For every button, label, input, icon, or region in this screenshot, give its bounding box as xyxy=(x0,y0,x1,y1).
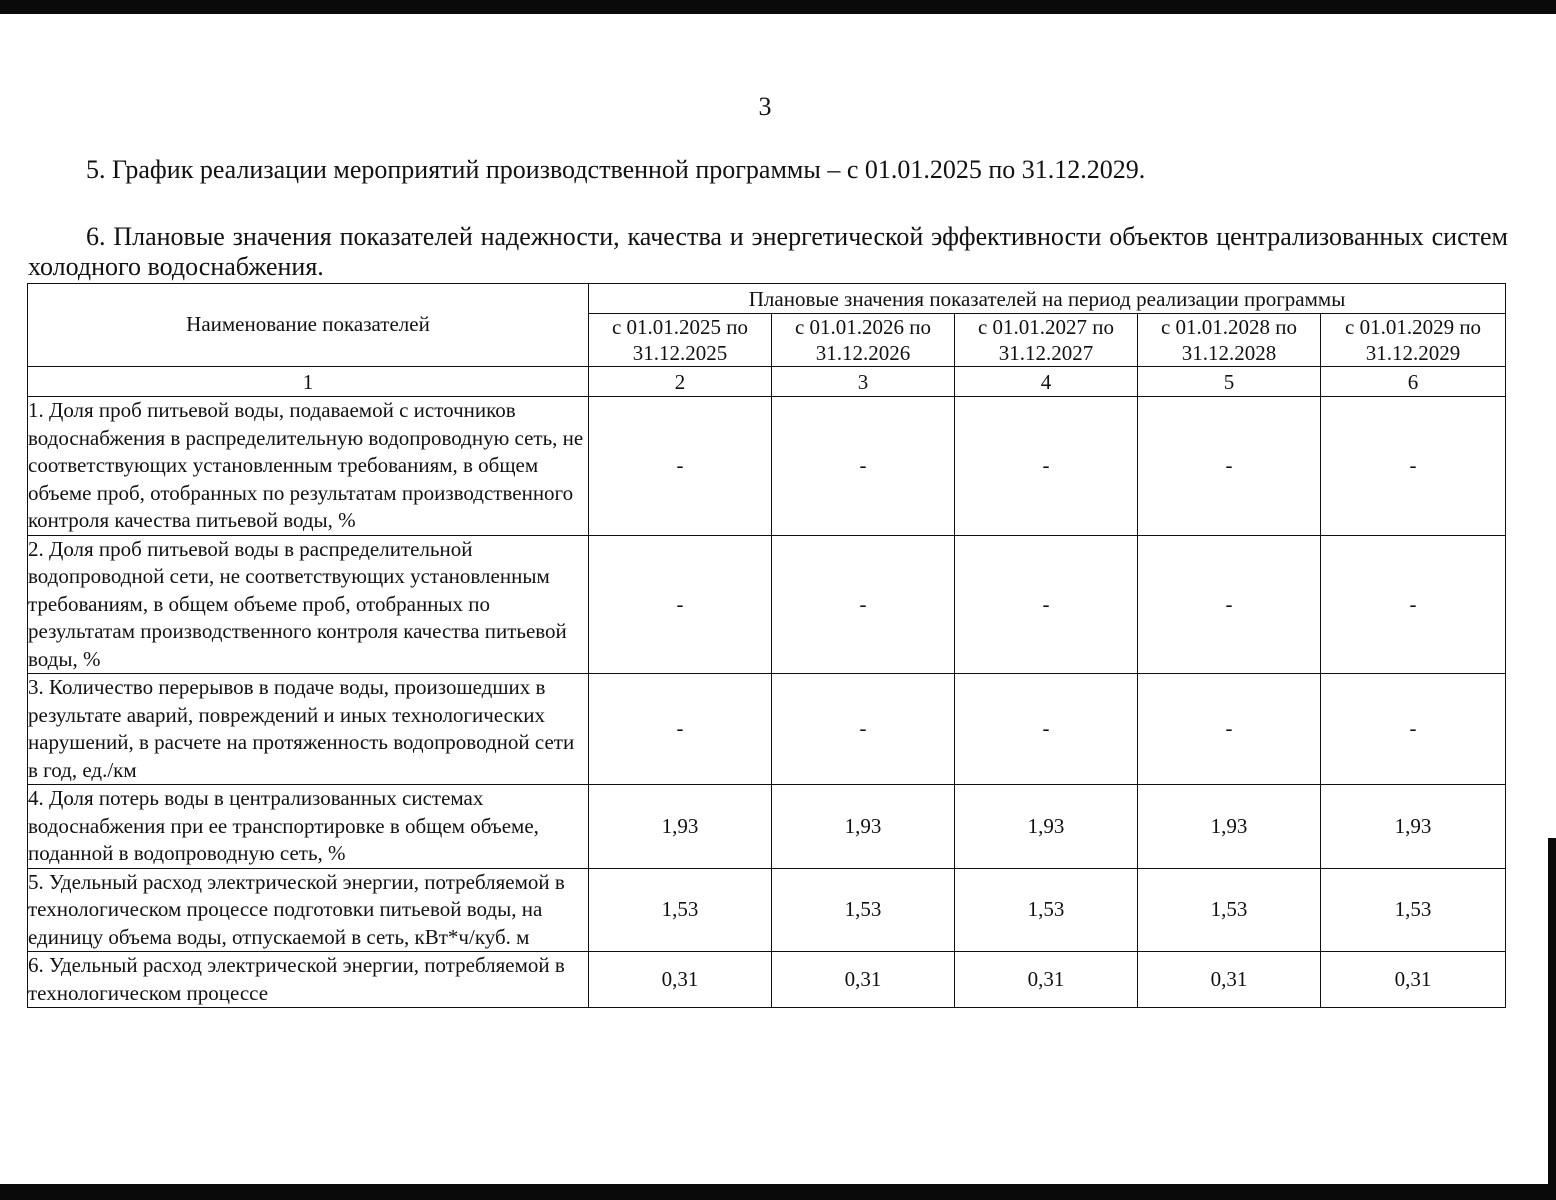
column-number: 4 xyxy=(955,367,1138,397)
indicator-value: 1,53 xyxy=(1321,868,1506,952)
indicator-value: 0,31 xyxy=(1138,952,1321,1008)
column-number: 6 xyxy=(1321,367,1506,397)
indicator-value: 0,31 xyxy=(772,952,955,1008)
indicator-name: 3. Количество перерывов в подаче воды, произошедших в результате аварий, повреждений и иных технологических нарушений, в расчете на протяженность водопроводной сети в год, ед./км xyxy=(28,674,589,785)
table-row xyxy=(28,397,1506,536)
header-planned-values: Плановые значения показателей на период реализации программы xyxy=(589,284,1506,314)
indicator-value: 1,93 xyxy=(955,785,1138,869)
column-number: 3 xyxy=(772,367,955,397)
indicator-value: - xyxy=(589,674,772,785)
indicator-name: 5. Удельный расход электрической энергии, потребляемой в технологическом процессе подготовки питьевой воды, на единицу объема воды, отпускаемой в сеть, кВт*ч/куб. м xyxy=(28,868,589,952)
indicator-value: 0,31 xyxy=(1321,952,1506,1008)
paragraph-schedule: 5. График реализации мероприятий производственной программы – с 01.01.2025 по 31.12.2029. xyxy=(86,155,1146,184)
header-period-2025: с 01.01.2025 по 31.12.2025 xyxy=(589,314,772,367)
header-period-2026: с 01.01.2026 по 31.12.2026 xyxy=(772,314,955,367)
indicator-value: - xyxy=(772,397,955,536)
scan-border-bottom xyxy=(0,1184,1556,1200)
indicator-value: - xyxy=(1138,674,1321,785)
indicator-value: - xyxy=(1138,397,1321,536)
table-row xyxy=(28,868,1506,952)
indicator-value: 1,53 xyxy=(589,868,772,952)
column-number: 2 xyxy=(589,367,772,397)
scan-border-right xyxy=(1548,838,1556,1184)
indicators-table xyxy=(27,283,1506,1008)
indicator-value: - xyxy=(772,674,955,785)
indicator-value: 1,53 xyxy=(955,868,1138,952)
indicator-value: 0,31 xyxy=(589,952,772,1008)
indicator-value: 1,93 xyxy=(772,785,955,869)
column-number: 5 xyxy=(1138,367,1321,397)
indicator-value: 1,53 xyxy=(772,868,955,952)
indicator-value: 1,93 xyxy=(1321,785,1506,869)
paragraph-indicators-intro: 6. Плановые значения показателей надежности, качества и энергетической эффективности объектов централизованных систем холодного водоснабжения. xyxy=(28,222,1508,281)
indicator-value: - xyxy=(772,535,955,674)
indicator-value: 1,93 xyxy=(589,785,772,869)
indicator-name: 4. Доля потерь воды в централизованных системах водоснабжения при ее транспортировке в общем объеме, поданной в водопроводную сеть, % xyxy=(28,785,589,869)
indicator-value: - xyxy=(589,535,772,674)
indicator-value: - xyxy=(1138,535,1321,674)
indicator-value: - xyxy=(1321,674,1506,785)
table-row xyxy=(28,952,1506,1008)
indicator-name: 1. Доля проб питьевой воды, подаваемой с источников водоснабжения в распределительную водопроводную сеть, не соответствующих установленным требованиям, в общем объеме проб, отобранных по результатам производственного контроля качества питьевой воды, % xyxy=(28,397,589,536)
indicator-name: 2. Доля проб питьевой воды в распределительной водопроводной сети, не соответствующих установленным требованиям, в общем объеме проб, отобранных по результатам производственного контроля качества питьевой воды, % xyxy=(28,535,589,674)
indicator-value: 1,93 xyxy=(1138,785,1321,869)
table-row xyxy=(28,785,1506,869)
indicator-value: - xyxy=(1321,535,1506,674)
table-row xyxy=(28,535,1506,674)
page-number: 3 xyxy=(758,92,772,121)
scan-border-top xyxy=(0,0,1556,14)
indicator-value: 1,53 xyxy=(1138,868,1321,952)
header-period-2029: с 01.01.2029 по 31.12.2029 xyxy=(1321,314,1506,367)
indicator-value: 0,31 xyxy=(955,952,1138,1008)
column-number: 1 xyxy=(28,367,589,397)
table-row xyxy=(28,674,1506,785)
header-period-2028: с 01.01.2028 по 31.12.2028 xyxy=(1138,314,1321,367)
column-number-row xyxy=(28,367,1506,397)
indicator-name: 6. Удельный расход электрической энергии, потребляемой в технологическом процессе xyxy=(28,952,589,1008)
indicator-value: - xyxy=(589,397,772,536)
indicator-value: - xyxy=(955,535,1138,674)
indicator-value: - xyxy=(1321,397,1506,536)
header-indicator-name: Наименование показателей xyxy=(28,284,589,367)
indicator-value: - xyxy=(955,674,1138,785)
table-header-row xyxy=(28,284,1506,314)
indicator-value: - xyxy=(955,397,1138,536)
header-period-2027: с 01.01.2027 по 31.12.2027 xyxy=(955,314,1138,367)
